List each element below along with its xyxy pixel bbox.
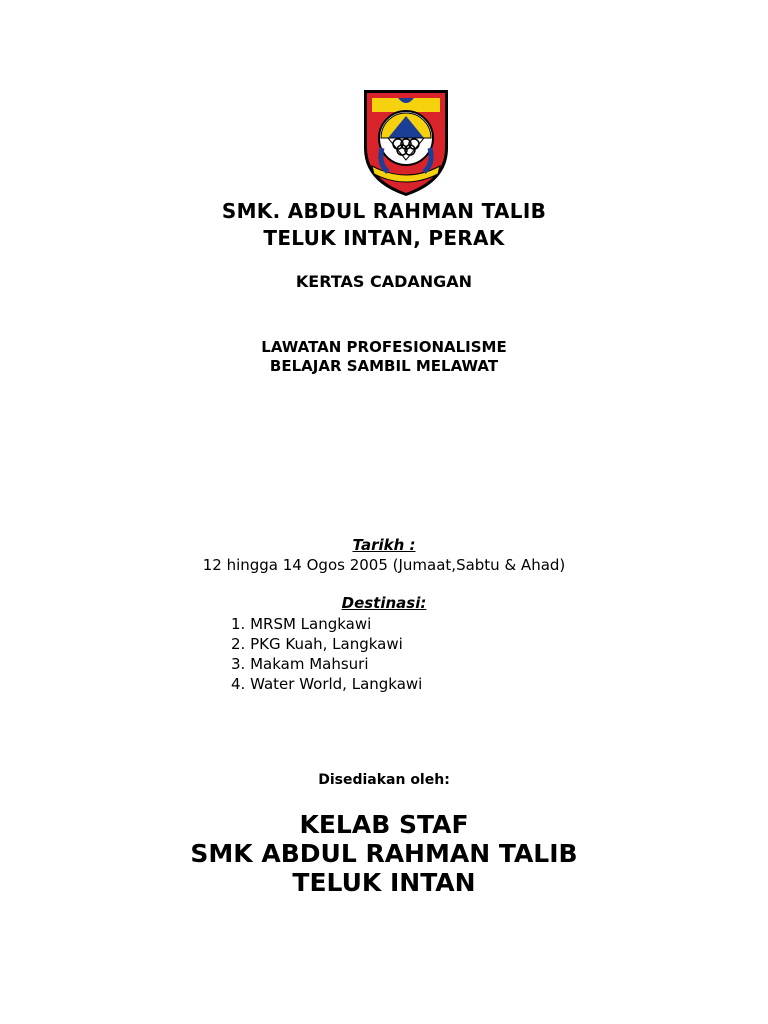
destinations-label: Destinasi:	[341, 594, 427, 612]
date-value: 12 hingga 14 Ogos 2005 (Jumaat,Sabtu & Ahad)	[202, 556, 566, 574]
list-item: 1. MRSM Langkawi	[231, 615, 372, 633]
school-crest-logo	[358, 86, 454, 198]
list-item: 4. Water World, Langkawi	[231, 675, 423, 693]
list-item: 2. PKG Kuah, Langkawi	[231, 635, 403, 653]
organization-line3: TELUK INTAN	[292, 868, 476, 897]
document-subject	[0, 338, 768, 376]
subject-line2: BELAJAR SAMBIL MELAWAT	[269, 357, 499, 375]
organization-line2: SMK ABDUL RAHMAN TALIB	[190, 839, 578, 868]
destinations-list	[231, 614, 422, 694]
organization-line1: KELAB STAF	[299, 810, 469, 839]
school-name-line2: TELUK INTAN, PERAK	[263, 226, 505, 250]
document-type-title: KERTAS CADANGAN	[295, 272, 473, 291]
date-label: Tarikh :	[352, 536, 416, 554]
list-item: 3. Makam Mahsuri	[231, 655, 369, 673]
school-name-line1: SMK. ABDUL RAHMAN TALIB	[221, 199, 547, 223]
prepared-by-label: Disediakan oleh:	[318, 772, 450, 788]
subject-line1: LAWATAN PROFESIONALISME	[261, 338, 507, 356]
prepared-by-organization	[0, 810, 768, 897]
school-name-heading	[0, 198, 768, 252]
